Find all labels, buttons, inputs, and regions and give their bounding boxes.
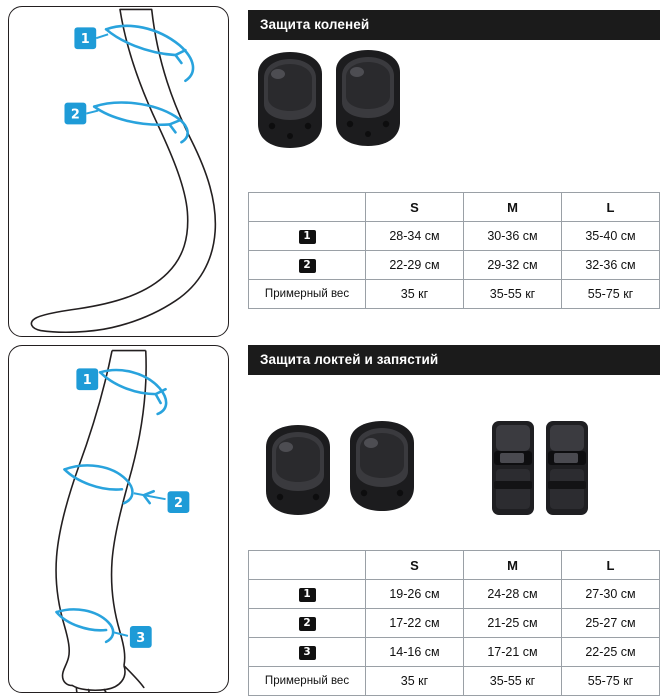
content-column <box>248 0 660 699</box>
table-row <box>249 280 660 309</box>
table-row <box>249 609 660 638</box>
knee-pad-illustration <box>248 48 408 158</box>
knee-pad-left <box>258 52 322 148</box>
row-label-3 <box>249 638 366 667</box>
header-l: L <box>562 551 660 580</box>
cell-elbow-3-s: 14-16 см <box>366 638 464 667</box>
row-badge-1: 1 <box>299 588 316 602</box>
arm-diagram-svg <box>9 346 228 692</box>
elbow-pad-illustration <box>258 419 423 524</box>
elbow-size-table <box>248 550 660 696</box>
section-elbow-title: Защита локтей и запястий <box>248 345 660 375</box>
header-blank <box>249 551 366 580</box>
cell-elbow-2-m: 21-25 см <box>464 609 562 638</box>
cell-elbow-2-s: 17-22 см <box>366 609 464 638</box>
row-badge-1: 1 <box>299 230 316 244</box>
row-badge-2: 2 <box>299 617 316 631</box>
table-row <box>249 251 660 280</box>
section-knee <box>248 10 660 301</box>
knee-pad-pair <box>248 48 408 163</box>
row-label-2 <box>249 251 366 280</box>
table-row <box>249 580 660 609</box>
row-label-weight: Примерный вес <box>249 280 366 309</box>
row-label-1 <box>249 222 366 251</box>
elbow-pad-left <box>266 425 330 515</box>
knee-pad-right <box>336 50 400 146</box>
wrist-guard-pair <box>488 415 593 525</box>
leg-measurement-diagram <box>8 6 229 337</box>
header-m: M <box>464 551 562 580</box>
svg-text:1: 1 <box>80 32 90 48</box>
cell-elbow-w-l: 55-75 кг <box>562 667 660 696</box>
svg-text:1: 1 <box>82 373 92 389</box>
cell-knee-2-s: 22-29 см <box>366 251 464 280</box>
section-knee-title: Защита коленей <box>248 10 660 40</box>
row-label-weight: Примерный вес <box>249 667 366 696</box>
knee-pad-images <box>248 40 660 168</box>
cell-elbow-3-m: 17-21 см <box>464 638 562 667</box>
table-row <box>249 222 660 251</box>
row-label-2 <box>249 609 366 638</box>
row-label-1 <box>249 580 366 609</box>
row-badge-2: 2 <box>299 259 316 273</box>
cell-knee-1-s: 28-34 см <box>366 222 464 251</box>
wrist-guard-left <box>492 421 534 515</box>
cell-knee-1-m: 30-36 см <box>464 222 562 251</box>
wrist-guard-illustration <box>488 415 593 520</box>
header-blank <box>249 193 366 222</box>
svg-text:3: 3 <box>136 630 146 646</box>
cell-knee-w-s: 35 кг <box>366 280 464 309</box>
cell-knee-2-l: 32-36 см <box>562 251 660 280</box>
cell-knee-w-m: 35-55 кг <box>464 280 562 309</box>
section-elbow-wrist <box>248 345 660 688</box>
header-s: S <box>366 551 464 580</box>
elbow-pad-right <box>350 421 414 511</box>
illustration-column <box>0 0 236 699</box>
svg-text:2: 2 <box>70 107 80 123</box>
table-header-row <box>249 193 660 222</box>
cell-knee-1-l: 35-40 см <box>562 222 660 251</box>
cell-elbow-1-m: 24-28 см <box>464 580 562 609</box>
svg-text:2: 2 <box>173 496 183 512</box>
leg-diagram-svg <box>9 7 228 336</box>
header-l: L <box>562 193 660 222</box>
elbow-wrist-images <box>248 375 660 503</box>
cell-elbow-w-s: 35 кг <box>366 667 464 696</box>
cell-elbow-w-m: 35-55 кг <box>464 667 562 696</box>
table-row <box>249 667 660 696</box>
wrist-guard-right <box>546 421 588 515</box>
header-s: S <box>366 193 464 222</box>
cell-elbow-2-l: 25-27 см <box>562 609 660 638</box>
cell-elbow-1-s: 19-26 см <box>366 580 464 609</box>
arm-measurement-diagram <box>8 345 229 693</box>
cell-elbow-3-l: 22-25 см <box>562 638 660 667</box>
table-row <box>249 638 660 667</box>
table-header-row <box>249 551 660 580</box>
cell-elbow-1-l: 27-30 см <box>562 580 660 609</box>
cell-knee-2-m: 29-32 см <box>464 251 562 280</box>
header-m: M <box>464 193 562 222</box>
cell-knee-w-l: 55-75 кг <box>562 280 660 309</box>
knee-size-table <box>248 192 660 309</box>
row-badge-3: 3 <box>299 646 316 660</box>
elbow-pad-pair <box>258 419 423 529</box>
